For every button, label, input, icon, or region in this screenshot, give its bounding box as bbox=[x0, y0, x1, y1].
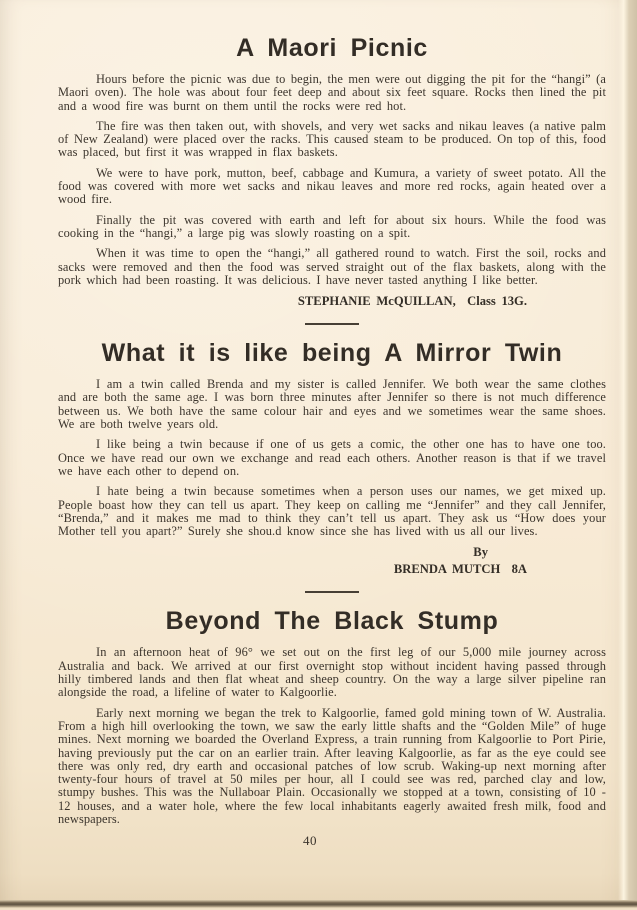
paragraph: We were to have pork, mutton, beef, cabbage and Kumura, a variety of sweet potato. All the food was covered with more wet sacks and nikau leaves and more red rocks, again heated over a wood fire. bbox=[58, 165, 606, 207]
paragraph: Early next morning we began the trek to Kalgoorlie, famed gold mining town of W. Australia. From a high hill overlooking the town, we saw the early little shafts and the “Golden Mile” of huge mines. Next morning we boarded the Overland Express, a train running from Kalgoorlie to Port Pirie, having previously put the car on an earlier train. After leaving Kalgoorlie, as far as the eye could see there was only red, dry earth and occasional patches of low scrub. Waking-up next morning after twenty-four hours of travel at 50 miles per hour, all I could see was red, parched clay and low, stumpy bushes. This was the Nullaboar Plain. Occasionally we stopped at a town, consisting of 10 - 12 houses, and a water hole, where the few local inhabitants eagerly awaited fresh milk, food and newspapers. bbox=[58, 705, 606, 826]
article-mirror-twin bbox=[58, 339, 606, 576]
article-title: A Maori Picnic bbox=[236, 34, 428, 62]
byline-by-word: By bbox=[473, 545, 488, 560]
paragraph: I am a twin called Brenda and my sister is called Jennifer. We both wear the same clothes and are both the same age. I was born three minutes after Jennifer so there is not much difference between us. We both have the same colour hair and eyes and we sometimes wear the same shoes. We are both twelve years old. bbox=[58, 377, 606, 432]
paragraph: Hours before the picnic was due to begin, the men were out digging the pit for the “hangi” (a Maori oven). The hole was about four feet deep and about six feet square. Rocks then lined the pit and a wood fire was burnt on them until the rocks were red hot. bbox=[58, 72, 606, 113]
section-divider bbox=[305, 323, 359, 325]
page-number: 40 bbox=[303, 833, 317, 849]
section-divider bbox=[305, 591, 359, 593]
paragraph: The fire was then taken out, with shovels, and very wet sacks and nikau leaves (a native palm of New Zealand) were placed over the racks. This caused steam to be produced. On top of this, food was placed, but first it was wrapped in flax baskets. bbox=[58, 118, 606, 160]
paragraph: When it was time to open the “hangi,” all gathered round to watch. First the soil, rocks and sacks were removed and then the food was served straight out of the flax baskets, along with the pork which had been roasting. It was delicious. I have never tasted anything I like better. bbox=[58, 246, 606, 287]
paragraph: In an afternoon heat of 96° we set out on the first leg of our 5,000 mile journey across Australia and back. We arrived at our first overnight stop without incident having passed through hilly timbered lands and then flat wheat and sheep country. On the way a large silver pipeline ran alongside the road, a lifeline of water to Kalgoorlie. bbox=[58, 645, 606, 700]
author-byline: STEPHANIE McQUILLAN, Class 13G. bbox=[297, 294, 527, 309]
paragraph: Finally the pit was covered with earth and left for about six hours. While the food was cooking in the “hangi,” a large pig was slowly roasting on a spit. bbox=[58, 212, 606, 240]
article-title: What it is like being A Mirror Twin bbox=[101, 339, 563, 368]
author-byline: BRENDA MUTCH 8A bbox=[393, 562, 527, 577]
page-edge-shadow bbox=[618, 0, 637, 910]
article-maori-picnic bbox=[58, 34, 606, 308]
page-content bbox=[58, 0, 606, 849]
page-bottom-shadow bbox=[0, 900, 637, 910]
article-title: Beyond The Black Stump bbox=[165, 607, 499, 636]
paragraph: I hate being a twin because sometimes when a person uses our names, we get mixed up. People boast how they can tell us apart. They keep on calling me “Jennifer” and they call Jennifer, “Brenda,” and it makes me mad to think they can’t tell us apart. They ask us “How does your Mother tell you apart?” Surely she shou.d know since she has lived with us all our lives. bbox=[58, 484, 606, 539]
paragraph: I like being a twin because if one of us gets a comic, the other one has to have one too. Once we have read our own we exchange and read each others. Another reason is that if we travel we have each other to depend on. bbox=[58, 437, 606, 478]
article-black-stump bbox=[58, 607, 606, 826]
